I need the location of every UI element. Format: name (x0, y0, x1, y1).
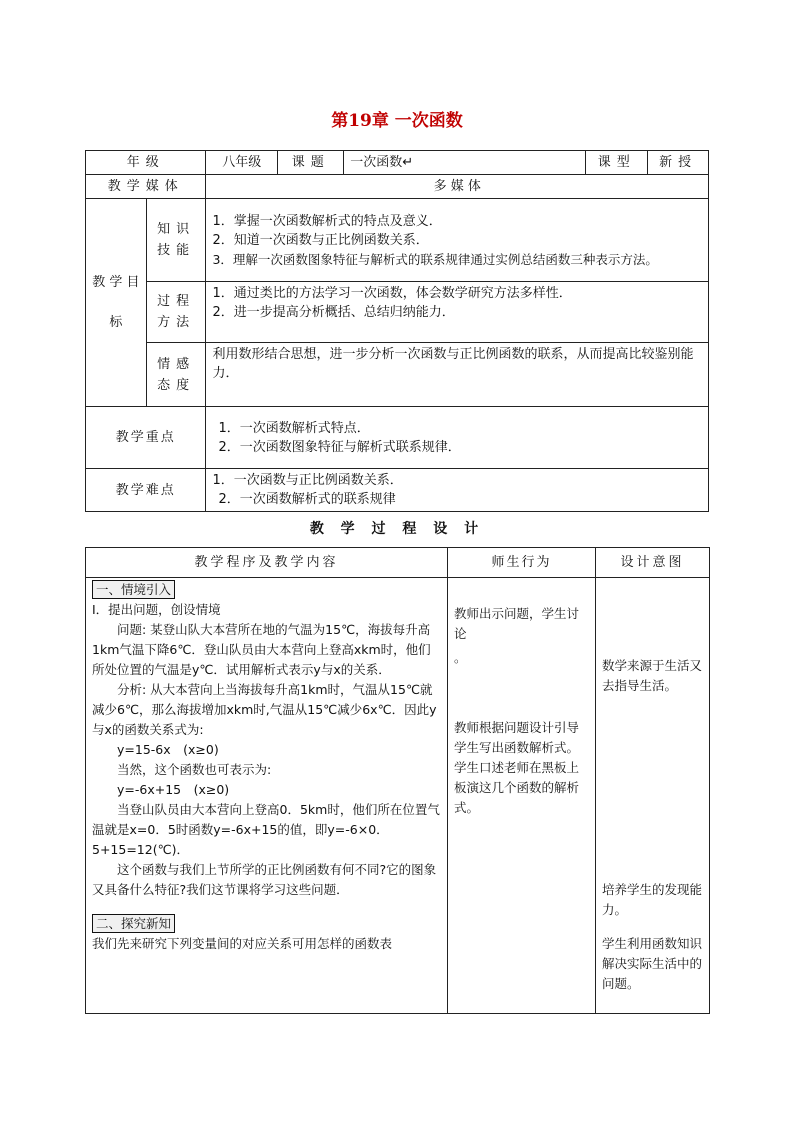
topic-value: 一次函数↵ (344, 151, 586, 175)
col-content-header: 教学程序及教学内容 (86, 548, 448, 578)
process-content (86, 578, 448, 1014)
difficulty-item: 1．一次函数与正比例函数关系． (212, 473, 403, 488)
col-intent-header: 设计意图 (596, 548, 710, 578)
document-title: 第19章 一次函数 (331, 111, 463, 131)
knowledge-item: 3．理解一次函数图象特征与解析式的联系规律通过实例总结函数三种表示方法。 (212, 251, 658, 267)
process-header-row (86, 548, 710, 578)
process-body-row (86, 578, 710, 1014)
difficulty-items (206, 469, 709, 512)
intent-text: 数学来源于生活又去指导生活。 (602, 658, 703, 693)
action-dot: 。 (454, 650, 467, 665)
analysis-text: 分析: 从大本营向上当海拔每升高1km时，气温从15℃就减少6℃，那么海拔增加xkm时,气温从15℃减少6x℃．因此y与x的函数关系式为: (92, 682, 437, 737)
header-row (86, 151, 709, 175)
media-label: 教学媒体 (86, 175, 206, 199)
key-item: 2．一次函数图象特征与解析式联系规律． (218, 439, 461, 455)
media-value: 多 媒 体 (206, 175, 709, 199)
knowledge-items (206, 199, 709, 282)
action-text: 教师根据问题设计引导学生写出函数解析式。 (454, 720, 580, 755)
emotion-text: 利用数形结合思想，进一步分析一次函数与正比例函数的联系，从而提高比较鉴别能力． (206, 343, 709, 407)
col-action-header: 师生行为 (448, 548, 596, 578)
emotion-row (86, 343, 709, 407)
knowledge-item: 2．知道一次函数与正比例函数关系． (212, 232, 429, 248)
process-table (85, 547, 710, 1014)
lesson-info-table (85, 150, 709, 512)
process-intents (596, 578, 710, 1014)
key-item: 1．一次函数解析式特点． (218, 420, 370, 436)
intent-text: 培养学生的发现能力。 (602, 882, 703, 917)
knowledge-item: 1．掌握一次函数解析式的特点及意义． (212, 213, 442, 229)
media-row (86, 175, 709, 199)
key-items (206, 407, 709, 469)
knowledge-label: 知识技能 (146, 199, 206, 282)
emotion-label: 情感态度 (146, 343, 206, 407)
process-item: 1．通过类比的方法学习一次函数，体会数学研究方法多样性． (212, 286, 572, 301)
section-tag: 二、探究新知 (92, 914, 175, 933)
difficulty-item: 2．一次函数解析式的联系规律 (218, 492, 396, 507)
item-heading: Ⅰ．提出问题，创设情境 (92, 602, 221, 617)
section-tag: 一、情境引入 (92, 580, 175, 599)
process-items (206, 282, 709, 343)
formula: y=-6x+15 (x≥0) (117, 782, 230, 797)
also-text: 当然，这个函数也可表示为: (117, 762, 272, 777)
problem-text: 问题: 某登山队大本营所在地的气温为15℃，海拔每升高1km气温下降6℃．登山队员由大本营向上登高xkm时，他们所处位置的气温是y℃．试用解析式表示y与x的关系． (92, 622, 431, 677)
grade-value: 八年级 (206, 151, 278, 175)
action-text: 教师出示问题，学生讨论 (454, 606, 580, 641)
last-line: 我们先来研究下列变量间的对应关系可用怎样的函数表 (92, 936, 393, 951)
process-actions (448, 578, 596, 1014)
topic-label: 课题 (278, 151, 344, 175)
formula: y=15-6x (x≥0) (117, 742, 219, 757)
difficulty-row (86, 469, 709, 512)
intent-text: 学生利用函数知识解决实际生活中的问题。 (602, 936, 703, 991)
process-label: 过程方法 (146, 282, 206, 343)
process-item: 2．进一步提高分析概括、总结归纳能力． (212, 305, 455, 320)
process-row (86, 282, 709, 343)
difficulty-label: 教学难点 (86, 469, 206, 512)
action-text: 学生口述老师在黑板上板演这几个函数的解析式。 (454, 760, 580, 815)
knowledge-row (86, 199, 709, 282)
goal-label: 教 学 目 标 (86, 199, 147, 407)
process-title: 教 学 过 程 设 计 (309, 521, 485, 537)
key-label: 教学重点 (86, 407, 206, 469)
type-label: 课型 (586, 151, 648, 175)
question-text: 这个函数与我们上节所学的正比例函数有何不同?它的图象又具备什么特征?我们这节课将学习这些问题． (92, 862, 437, 897)
type-value: 新授 (648, 151, 709, 175)
grade-label: 年级 (86, 151, 206, 175)
climb-text: 当登山队员由大本营向上登高0．5km时，他们所在位置气温就是x=0．5时函数y=-6x+15的值，即y=-6×0．5+15=12(℃)． (92, 802, 440, 857)
key-row (86, 407, 709, 469)
